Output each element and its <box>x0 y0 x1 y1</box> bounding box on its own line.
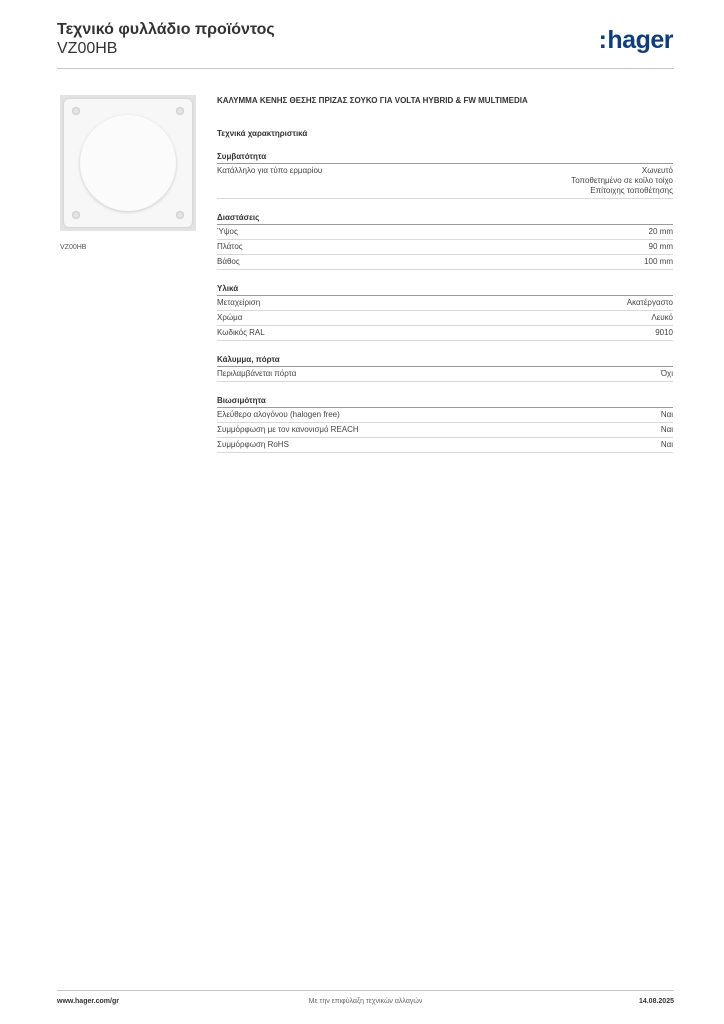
spec-label: Συμμόρφωση με τον κανονισμό REACH <box>217 425 359 434</box>
spec-label: Ύψος <box>217 227 238 236</box>
footer-website: www.hager.com/gr <box>57 998 119 1005</box>
spec-row <box>217 240 673 255</box>
spec-value-line: 9010 <box>655 328 673 337</box>
spec-value-line: Επίτοιχης τοποθέτησης <box>590 186 673 195</box>
spec-value-line: 90 mm <box>648 242 673 251</box>
spec-row <box>217 438 673 453</box>
round-blank-cap <box>80 115 176 211</box>
spec-section <box>217 284 673 341</box>
spec-value-line: Ναι <box>660 410 673 419</box>
spec-row <box>217 311 673 326</box>
document-title: Τεχνικό φυλλάδιο προϊόντος <box>57 21 275 38</box>
spec-sections <box>217 152 673 453</box>
image-caption: VZ00HB <box>60 244 87 251</box>
spec-value-line: 20 mm <box>648 227 673 236</box>
section-title: Διαστάσεις <box>217 213 673 225</box>
screw-hole-bottom-left <box>72 211 80 219</box>
footer-date: 14.08.2025 <box>638 998 674 1005</box>
spec-value-line: Ναι <box>660 425 673 434</box>
spec-section <box>217 213 673 270</box>
logo-colon: : <box>598 26 607 54</box>
document-header <box>57 20 275 58</box>
cover-plate <box>64 99 192 227</box>
spec-row <box>217 225 673 240</box>
spec-label: Κατάλληλο για τύπο ερμαρίου <box>217 166 323 175</box>
spec-value <box>649 227 673 237</box>
spec-label: Ελεύθερο αλογόνου (halogen free) <box>217 410 340 419</box>
section-title: Συμβατότητα <box>217 152 673 164</box>
section-title: Υλικά <box>217 284 673 296</box>
spec-value <box>627 298 673 308</box>
spec-value <box>655 328 673 338</box>
spec-value-line: Λευκό <box>651 313 673 322</box>
spec-label: Βάθος <box>217 257 240 266</box>
spec-section <box>217 396 673 453</box>
spec-row <box>217 326 673 341</box>
spec-section <box>217 355 673 382</box>
spec-label: Περιλαμβάνεται πόρτα <box>217 369 297 378</box>
hager-logo <box>599 26 673 55</box>
screw-hole-top-left <box>72 107 80 115</box>
spec-value-line: 100 mm <box>644 257 673 266</box>
screw-hole-top-right <box>176 107 184 115</box>
spec-value <box>661 369 673 379</box>
spec-value <box>644 257 673 267</box>
header-divider <box>57 68 674 69</box>
product-image <box>60 95 196 231</box>
tech-specs-heading: Τεχνικά χαρακτηριστικά <box>217 129 308 138</box>
product-code: VZ00HB <box>57 40 118 57</box>
spec-row <box>217 423 673 438</box>
spec-row <box>217 296 673 311</box>
spec-label: Πλάτος <box>217 242 243 251</box>
spec-value <box>661 410 673 420</box>
spec-content <box>217 95 673 453</box>
spec-value-line: Χωνευτό <box>641 166 673 175</box>
spec-value <box>649 242 673 252</box>
spec-label: Χρώμα <box>217 313 243 322</box>
spec-value <box>651 313 673 323</box>
section-title: Κάλυμμα, πόρτα <box>217 355 673 367</box>
spec-section <box>217 152 673 199</box>
spec-value-line: Τοποθετημένο σε κοίλο τοίχο <box>571 176 673 185</box>
spec-value <box>661 425 673 435</box>
spec-row <box>217 255 673 270</box>
spec-row <box>217 164 673 199</box>
spec-label: Συμμόρφωση RoHS <box>217 440 289 449</box>
spec-value-line: Ακατέργαστο <box>626 298 673 307</box>
spec-value <box>571 166 673 196</box>
spec-label: Μεταχείριση <box>217 298 261 307</box>
spec-row <box>217 408 673 423</box>
spec-value-line: Ναι <box>660 440 673 449</box>
spec-value-line: Όχι <box>660 369 673 378</box>
logo-text: hager <box>607 26 673 54</box>
section-title: Βιωσιμότητα <box>217 396 673 408</box>
spec-value <box>661 440 673 450</box>
spec-label: Κωδικός RAL <box>217 328 265 337</box>
footer-divider <box>57 990 674 991</box>
screw-hole-bottom-right <box>176 211 184 219</box>
product-name: ΚΑΛΥΜΜΑ ΚΕΝΗΣ ΘΕΣΗΣ ΠΡΙΖΑΣ ΣΟΥΚΟ ΓΙΑ VOLTA HYBRID & FW MULTIMEDIA <box>217 96 528 105</box>
spec-row <box>217 367 673 382</box>
footer-note: Με την επιφύλαξη τεχνικών αλλαγών <box>308 998 423 1005</box>
